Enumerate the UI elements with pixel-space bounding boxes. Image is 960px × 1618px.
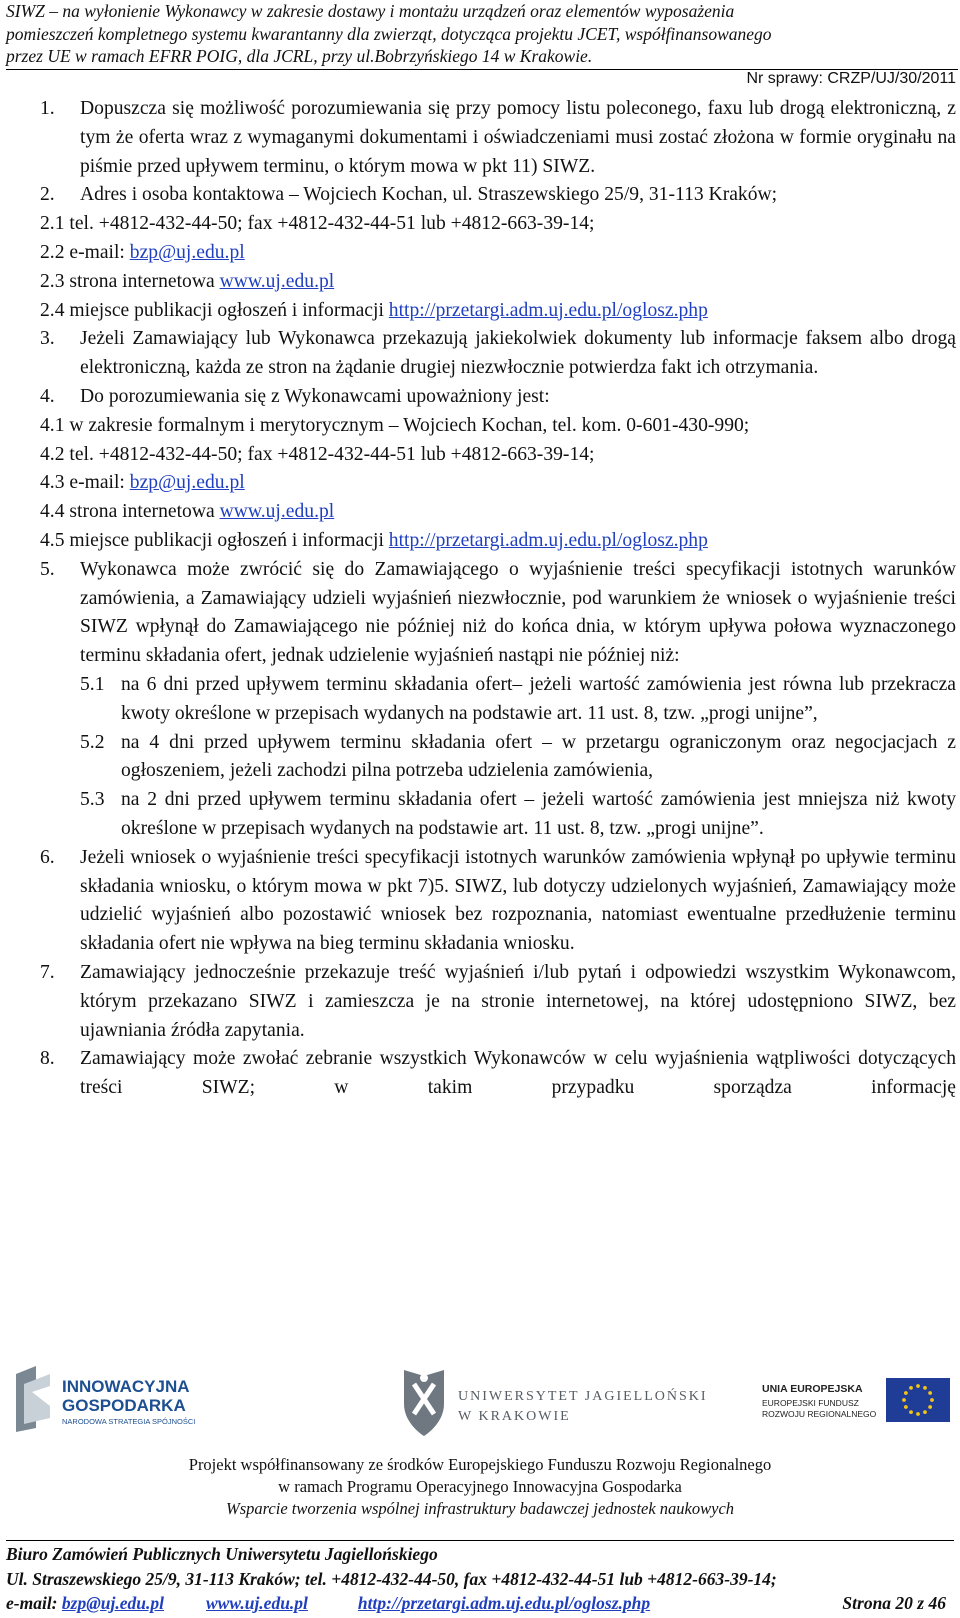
email-link[interactable]: bzp@uj.edu.pl <box>129 472 245 494</box>
paragraph-number: 7. <box>40 961 55 983</box>
item-text: na 6 dni przed upływem terminu składania ofert– jeżeli wartość zamówienia jest równa lub przekracza kwoty określone w przepisach wydanych na podstawie art. 11 ust. 8, tzw. „progi unijne”, <box>121 673 956 724</box>
paragraph-1 <box>40 95 956 181</box>
eu-star <box>928 1405 932 1409</box>
innowacyjna-gospodarka-logo <box>10 1362 210 1436</box>
item-2-3 <box>40 268 956 297</box>
paragraph-text: Zamawiający może zwołać zebranie wszystkich Wykonawców w celu wyjaśnienia wątpliwości dotyczących treści SIWZ; w takim przypadku sporządza informację <box>80 1048 956 1099</box>
uj-logo <box>382 1366 708 1444</box>
eu-star <box>916 1384 920 1388</box>
paragraph-text: Adres i osoba kontaktowa – Wojciech Kochan, ul. Straszewskiego 25/9, 31-113 Kraków; <box>80 184 778 206</box>
paragraph-3 <box>40 325 956 383</box>
item-number: 5.2 <box>80 731 105 753</box>
eu-star <box>904 1405 908 1409</box>
footer-email-label: e-mail: <box>6 1593 62 1613</box>
case-number: Nr sprawy: CRZP/UJ/30/2011 <box>746 70 956 87</box>
paragraph-6 <box>40 844 956 959</box>
footer-line-2: Ul. Straszewskiego 25/9, 31-113 Kraków; tel. +4812-432-44-50, fax +4812-432-44-51 lub +4812-663-39-14; <box>6 1568 777 1589</box>
paragraph-number: 6. <box>40 846 55 868</box>
paragraph-7 <box>40 959 956 1045</box>
paragraph-number: 2. <box>40 184 55 206</box>
item-label: 2.4 miejsce publikacji ogłoszeń i informacji <box>40 299 389 321</box>
item-4-5 <box>40 527 956 556</box>
item-4-4 <box>40 498 956 527</box>
paragraph-text: Jeżeli Zamawiający lub Wykonawca przekazują jakiekolwiek dokumenty lub informacje faksem albo drogą elektroniczną, każda ze stron na żądanie drugiej niezwłocznie potwierdza fakt ich otrzymania. <box>80 328 956 379</box>
eu-star <box>902 1398 906 1402</box>
project-line-2: w ramach Programu Operacyjnego Innowacyjna Gospodarka <box>278 1477 682 1496</box>
item-label: 2.3 strona internetowa <box>40 270 220 292</box>
eu-star <box>923 1410 927 1414</box>
item-text: na 2 dni przed upływem terminu składania ofert – jeżeli wartość zamówienia jest mniejsza niż kwoty określone w przepisach wydanych na podstawie art. 11 ust. 8, tzw. „progi unijne”. <box>121 789 956 839</box>
item-2-4 <box>40 297 956 326</box>
item-5-2 <box>40 729 956 787</box>
przetargi-link[interactable]: http://przetargi.adm.uj.edu.pl/oglosz.php <box>388 529 708 551</box>
footer-line-1: Biuro Zamówień Publicznych Uniwersytetu Jagiellońskiego <box>6 1544 438 1564</box>
item-label: 4.5 miejsce publikacji ogłoszeń i informacji <box>40 529 389 551</box>
header-line-2: pomieszczeń kompletnego systemu kwarantanny dla zwierząt, dotycząca projektu JCET, współfinansowanego <box>6 23 772 44</box>
paragraph-number: 1. <box>40 98 55 119</box>
paragraph-number: 3. <box>40 328 55 350</box>
item-number: 5.3 <box>80 789 105 811</box>
paragraph-2 <box>40 181 956 210</box>
eu-star <box>923 1386 927 1390</box>
eu-star <box>909 1386 913 1390</box>
ig-subtitle: NARODOWA STRATEGIA SPÓJNOŚCI <box>62 1417 196 1426</box>
document-body <box>40 95 956 1103</box>
eu-star <box>930 1398 934 1402</box>
item-text: na 4 dni przed upływem terminu składania ofert – w przetargu ograniczonym oraz negocjacjach z ogłoszeniem, jeżeli zachodzi pilna potrzeba udzielenia zamówienia, <box>121 731 956 782</box>
footer-rule <box>6 1540 954 1541</box>
eu-star <box>904 1391 908 1395</box>
document-footer <box>6 1542 958 1616</box>
footer-line-3 <box>6 1591 958 1616</box>
header-line-3: przez UE w ramach EFRR POIG, dla JCRL, przy ul.Bobrzyńskiego 14 w Krakowie. <box>6 46 593 66</box>
project-line-3: Wsparcie tworzenia wspólnej infrastruktury badawczej jednostek naukowych <box>225 1499 735 1518</box>
document-header <box>6 0 958 70</box>
paragraph-number: 4. <box>40 385 55 407</box>
item-4-2: 4.2 tel. +4812-432-44-50; fax +4812-432-44-51 lub +4812-663-39-14; <box>40 443 595 465</box>
uj-city: W KRAKOWIE <box>458 1409 571 1424</box>
eu-flag-icon <box>886 1378 950 1422</box>
website-link[interactable]: www.uj.edu.pl <box>219 270 335 292</box>
footer-email-link[interactable]: bzp@uj.edu.pl <box>61 1593 164 1613</box>
item-2-1: 2.1 tel. +4812-432-44-50; fax +4812-432-44-51 lub +4812-663-39-14; <box>40 213 595 235</box>
logo-bar <box>0 1362 960 1452</box>
paragraph-4 <box>40 383 956 412</box>
item-5-3 <box>40 786 956 844</box>
paragraph-5 <box>40 556 956 671</box>
uj-name: UNIWERSYTET JAGIELLOŃSKI <box>458 1389 708 1404</box>
item-label: 4.3 e-mail: <box>40 472 130 494</box>
uj-crest-icon <box>404 1370 444 1436</box>
ig-title-1: INNOWACYJNA <box>62 1377 190 1396</box>
website-link[interactable]: www.uj.edu.pl <box>219 501 335 523</box>
item-4-1: 4.1 w zakresie formalnym i merytorycznym – Wojciech Kochan, tel. kom. 0-601-430-990; <box>40 414 750 436</box>
eu-title: UNIA EUROPEJSKA <box>762 1383 863 1395</box>
paragraph-text: Jeżeli wniosek o wyjaśnienie treści specyfikacji istotnych warunków zamówienia wpłynął po upływie terminu składania wniosku, o którym mowa w pkt 7)5. SIWZ, lub dotyczy udzielonych wyjaśnień, Zamawiający może udzielić wyjaśnień albo pozostawić wniosek bez rozpoznania, natomiast ewentualne przedłużenie terminu składania ofert nie wpływa na bieg terminu składania wniosku. <box>80 846 956 955</box>
ig-title-2: GOSPODARKA <box>62 1396 186 1415</box>
paragraph-text: Zamawiający jednocześnie przekazuje treść wyjaśnień i/lub pytań i odpowiedzi wszystkim Wykonawcom, którym przekazano SIWZ i zamieszcza je na stronie internetowej, na której udostępniono SIWZ, bez ujawniania źródła zapytania. <box>80 961 956 1041</box>
item-label: 2.2 e-mail: <box>40 241 130 263</box>
eu-fund-2: ROZWOJU REGIONALNEGO <box>762 1409 877 1419</box>
item-5-1 <box>40 671 956 729</box>
eu-fund-1: EUROPEJSKI FUNDUSZ <box>762 1398 859 1408</box>
project-info <box>0 1454 960 1520</box>
eu-logo <box>758 1372 958 1442</box>
project-line-1: Projekt współfinansowany ze środków Europejskiego Funduszu Rozwoju Regionalnego <box>188 1455 772 1474</box>
eu-star <box>909 1410 913 1414</box>
przetargi-link[interactable]: http://przetargi.adm.uj.edu.pl/oglosz.php <box>388 299 708 321</box>
page-number: Strona 20 z 46 <box>842 1593 946 1613</box>
paragraph-text: Wykonawca może zwrócić się do Zamawiającego o wyjaśnienie treści specyfikacji istotnych warunków zamówienia, a Zamawiający udzieli wyjaśnień niezwłocznie, pod warunkiem że wniosek o wyjaśnienie treści SIWZ wpłynął do Zamawiającego nie później niż do końca dnia, w którym upływa połowa wyznaczonego terminu składania ofert, jednak udzielenie wyjaśnień nastąpi nie później niż: <box>80 558 956 667</box>
eu-star <box>916 1412 920 1416</box>
footer-przetargi-link[interactable]: http://przetargi.adm.uj.edu.pl/oglosz.php <box>357 1593 651 1613</box>
item-number: 5.1 <box>80 673 105 695</box>
email-link[interactable]: bzp@uj.edu.pl <box>129 241 245 263</box>
header-line-1: SIWZ – na wyłonienie Wykonawcy w zakresie dostawy i montażu urządzeń oraz elementów wyposażenia <box>6 1 735 21</box>
paragraph-8 <box>40 1045 956 1103</box>
item-2-2 <box>40 239 956 268</box>
paragraph-text: Dopuszcza się możliwość porozumiewania się przy pomocy listu poleconego, faxu lub drogą elektroniczną, z tym że oferta wraz z wymaganymi dokumentami i oświadczeniami musi zostać złożona w formie oryginału na piśmie przed upływem terminu, o którym mowa w pkt 11) SIWZ. <box>80 98 956 177</box>
paragraph-number: 5. <box>40 558 55 580</box>
paragraph-text: Do porozumiewania się z Wykonawcami upoważniony jest: <box>80 385 550 407</box>
item-label: 4.4 strona internetowa <box>40 501 220 523</box>
item-4-3 <box>40 469 956 498</box>
paragraph-number: 8. <box>40 1048 55 1070</box>
footer-website-link[interactable]: www.uj.edu.pl <box>205 1593 308 1613</box>
eu-star <box>928 1391 932 1395</box>
